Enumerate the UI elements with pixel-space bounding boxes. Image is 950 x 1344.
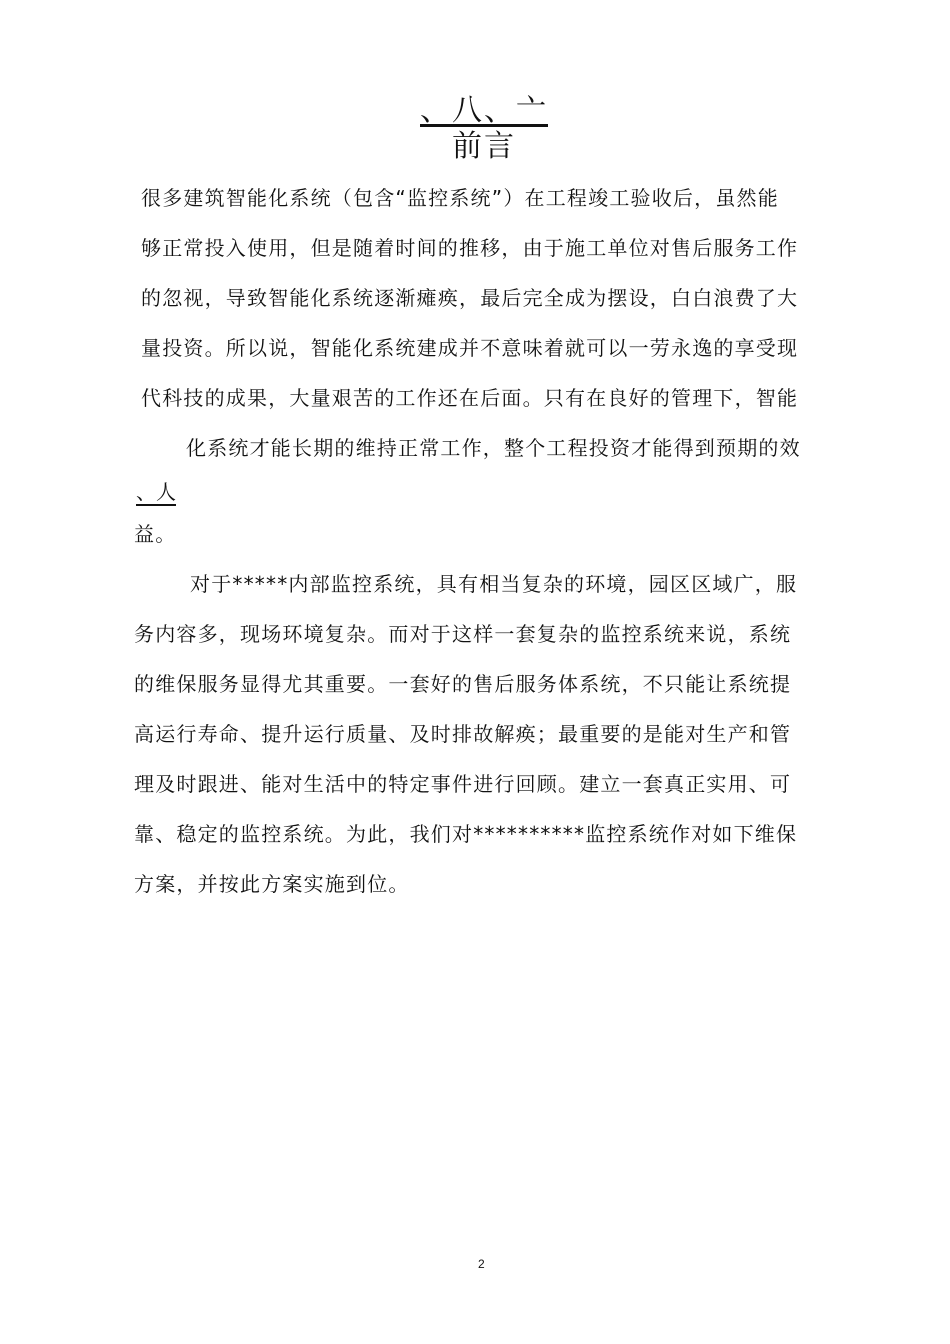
paragraph-line: 的维保服务显得尤其重要。一套好的售后服务体系统，不只能让系统提 [134,672,792,696]
paragraph-line: 对于*****内部监控系统，具有相当复杂的环境，园区区域广，服 [190,572,798,596]
paragraph-line: 方案，并按此方案实施到位。 [134,872,410,896]
paragraph-line: 化系统才能长期的维持正常工作，整个工程投资才能得到预期的效 [186,436,801,460]
heading-garbled-text: 、八、亠 [420,93,548,128]
paragraph-line: 够正常投入使用，但是随着时间的推移，由于施工单位对售后服务工作 [141,236,799,260]
paragraph-line: 很多建筑智能化系统（包含“监控系统”）在工程竣工验收后，虽然能 [141,186,779,210]
paragraph-line: 高运行寿命、提升运行质量、及时排故解痪；最重要的是能对生产和管 [134,722,792,746]
paragraph-line: 的忽视，导致智能化系统逐渐瘫痪，最后完全成为摆设，白白浪费了大 [141,286,799,310]
paragraph-line: 理及时跟进、能对生活中的特定事件进行回顾。建立一套真正实用、可 [134,772,792,796]
paragraph-line: 量投资。所以说，智能化系统建成并不意味着就可以一劳永逸的享受现 [141,336,799,360]
paragraph-line: 靠、稳定的监控系统。为此，我们对**********监控系统作对如下维保 [134,822,798,846]
page-title: 前言 [452,129,516,164]
paragraph-line: 务内容多，现场环境复杂。而对于这样一套复杂的监控系统来说，系统 [134,622,792,646]
paragraph-line: 代科技的成果，大量艰苦的工作还在后面。只有在良好的管理下，智能 [141,386,799,410]
paragraph-line: 益。 [134,522,177,546]
page-number: 2 [478,1257,485,1271]
garbled-fragment: 、人 [136,480,176,504]
